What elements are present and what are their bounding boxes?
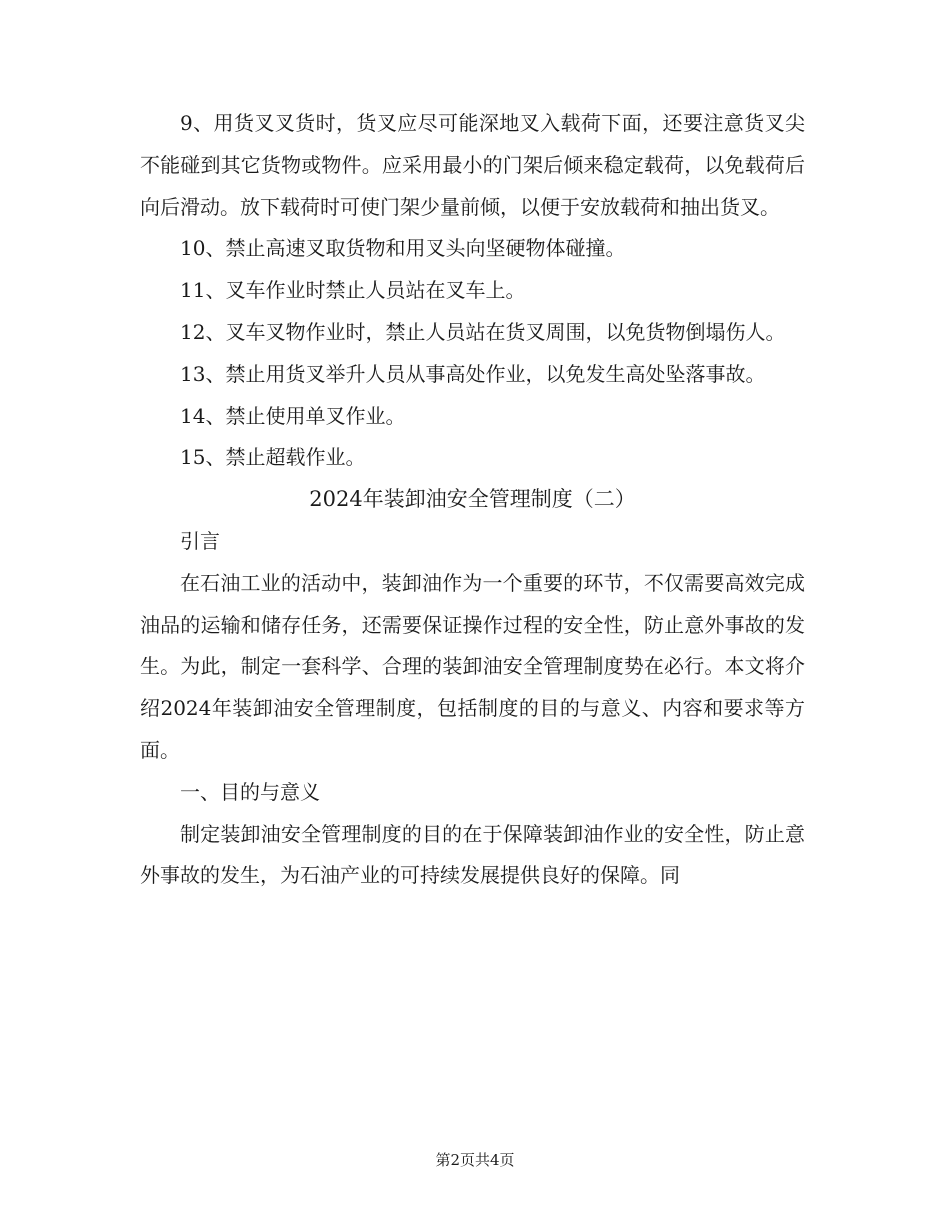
paragraph-12: 12、叉车叉物作业时，禁止人员站在货叉周围，以免货物倒塌伤人。 [180,319,786,344]
paragraph-introduction: 在石油工业的活动中，装卸油作为一个重要的环节，不仅需要高效完成油品的运输和储存任务，还需要保证操作过程的安全性，防止意外事故的发生。为此，制定一套科学、合理的装卸油安全管理制度势在必行。本文将介绍2024年装卸油安全管理制度，包括制度的目的与意义、内容和要求等方面。 [140,570,805,762]
paragraph-9: 9、用货叉叉货时，货叉应尽可能深地叉入载荷下面，还要注意货叉尖不能碰到其它货物或物件。应采用最小的门架后倾来稳定载荷，以免载荷后向后滑动。放下载荷时可使门架少量前倾，以便于安放载荷和抽出货叉。 [140,111,805,219]
heading-introduction: 引言 [180,528,220,553]
document-body [140,103,805,897]
paragraph-15: 15、禁止超载作业。 [180,445,366,470]
paragraph-10: 10、禁止高速叉取货物和用叉头向坚硬物体碰撞。 [180,236,626,261]
paragraph-11: 11、叉车作业时禁止人员站在叉车上。 [180,278,526,303]
page-footer: 第2页共4页 [435,1151,515,1169]
paragraph-13: 13、禁止用货叉举升人员从事高处作业，以免发生高处坠落事故。 [180,361,766,386]
paragraph-14: 14、禁止使用单叉作业。 [180,403,406,428]
paragraph-purpose: 制定装卸油安全管理制度的目的在于保障装卸油作业的安全性，防止意外事故的发生，为石油产业的可持续发展提供良好的保障。同 [140,821,805,888]
heading-purpose: 一、目的与意义 [180,779,320,804]
section-title: 2024年装卸油安全管理制度（二） [309,487,636,512]
